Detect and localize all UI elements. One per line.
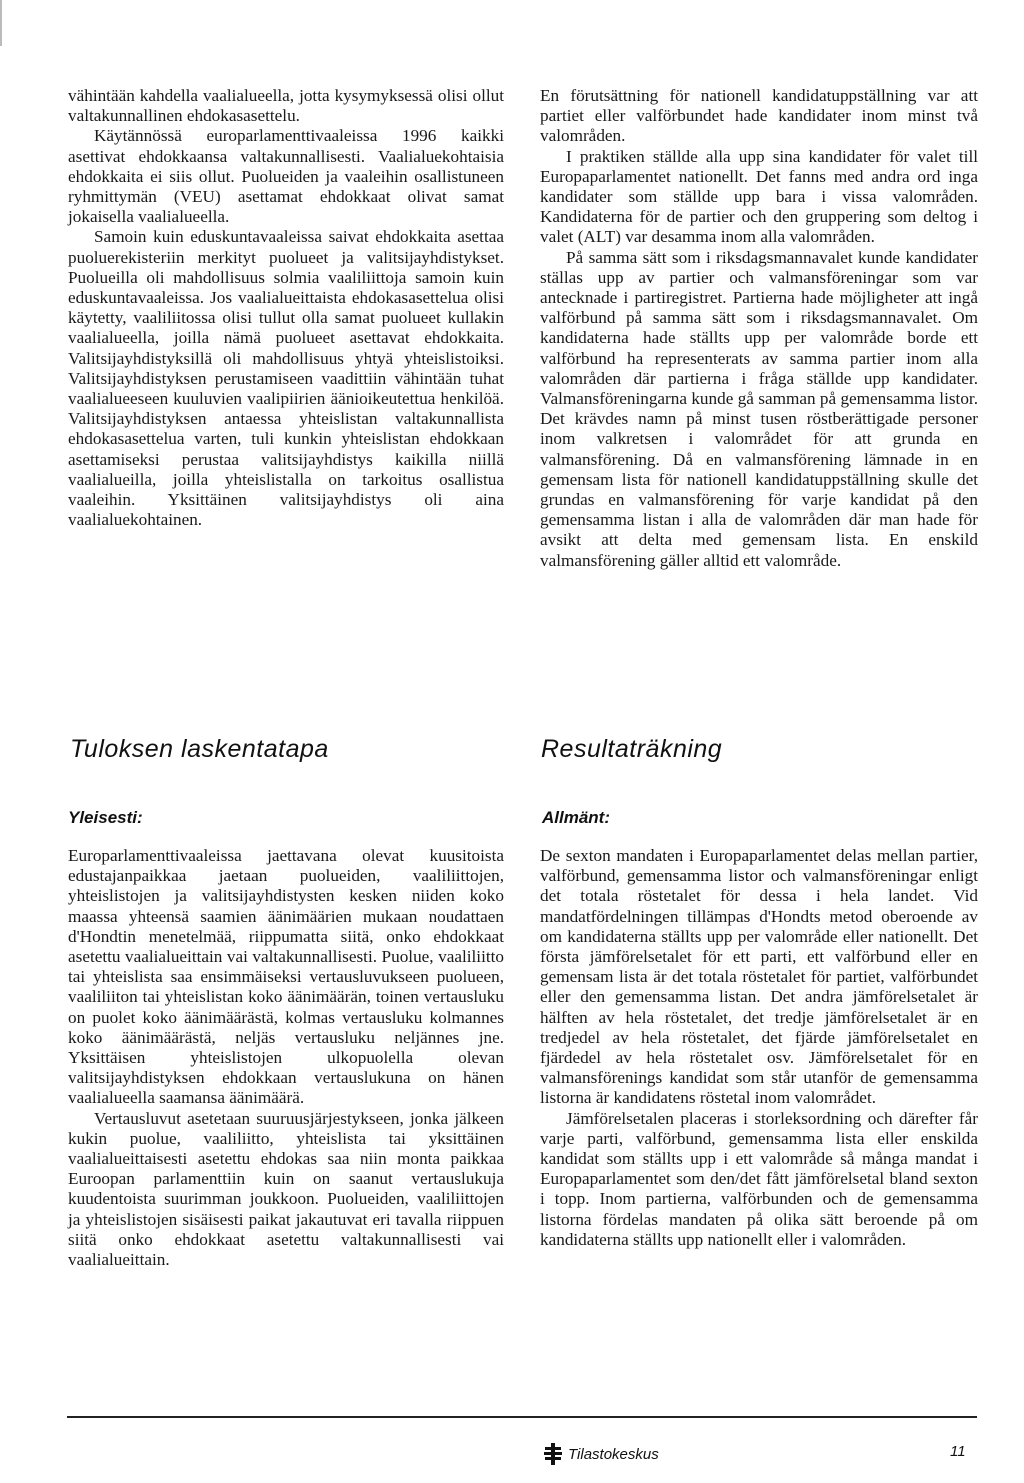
- swedish-intro-paragraph: I praktiken ställde alla upp sina kandidater för valet till Europaparlamentet nationellt. Det fanns med andra ord inga kandidater som ställde upp bara i vissa valområden. Kandidaterna för de partier och den gruppering som deltog i valet (ALT) var desamma inom alla valområden.: [540, 146, 978, 247]
- swedish-intro-column: [540, 86, 978, 571]
- finnish-section-heading: Tuloksen laskentatapa: [70, 735, 329, 763]
- tilastokeskus-logo-icon: [544, 1443, 562, 1465]
- scan-edge-mark: [0, 0, 2, 46]
- finnish-intro-paragraph: Käytännössä europarlamenttivaaleissa 1996 kaikki asettivat ehdokkaansa valtakunnallisesti. Vaalialuekohtaisia ehdokkaita ei siis ollut. Puolueiden ja vaaleihin osallistuneen ryhmittymän (VEU) asettamat ehdokkaat olivat samat jokaisella vaalialueella.: [68, 126, 504, 227]
- finnish-intro-paragraph: Samoin kuin eduskuntavaaleissa saivat ehdokkaita asettaa puoluerekisteriin merkityt puolueet ja valitsijayhdistykset. Puolueilla oli mahdollisuus solmia vaaliliittoja samoin kuin eduskuntavaaleissa. Jos vaalialueittaista ehdokasasettelua olisi käytetty, vaaliliitossa olisi tullut olla samat puolueet kullakin vaalialueella, joilla nämä puolueet asettavat ehdokkaita. Valitsijayhdistyksillä oli mahdollisuus yhtyä yhteislistoiksi. Valitsijayhdistyksen perustamiseen vaadittiin vähintään tuhat vaalialueeseen kuuluvien vaalipiirien äänioikeutettua henkilöä. Valitsijayhdistyksen antaessa yhteislistan valtakunnallista ehdokasasettelua varten, tuli kunkin yhteislistan ehdokkaan asettamiseksi perustaa valitsijayhdistys kaikilla niillä vaalialueilla, joilla yhteislistalla on tarkoitus osallistua vaaleihin. Yksittäinen valitsijayhdistys oli aina vaalialuekohtainen.: [68, 227, 504, 530]
- finnish-intro-column: [68, 86, 504, 530]
- finnish-subheading: Yleisesti:: [68, 808, 143, 827]
- swedish-section-heading: Resultaträkning: [541, 735, 723, 763]
- swedish-body-paragraph: De sexton mandaten i Europaparlamentet delas mellan partier, valförbund, gemensamma listor och valmansföreningar enligt det totala röstetalet för dessa i hela landet. Vid mandatfördelningen tillämpas d'Hondts metod oberoende av om kandidaterna ställts upp per valområde eller nationellt. Det första jämförelsetalet för ett parti, ett valförbund eller en gemensam lista är det totala röstetalet för partiet, valförbundet eller den gemensamma listan. Det andra jämförelsetalet är hälften av hela röstetalet, det tredje jämförelsetalet är en tredjedel av hela röstetalet, det fjärde jämförelsetalet en fjärdedel av hela röstetalet osv. Jämförelsetalet för en valmansförenings kandidat som står utanför de gemensamma listorna är kandidatens röstetal inom valområdet.: [540, 846, 978, 1108]
- page-number: 11: [950, 1443, 966, 1460]
- footer-logo: [544, 1443, 659, 1465]
- swedish-intro-paragraph: En förutsättning för nationell kandidatuppställning var att partiet eller valförbundet hade kandidater inom minst två valområden.: [540, 86, 978, 146]
- swedish-intro-paragraph: På samma sätt som i riksdagsmannavalet kunde kandidater ställas upp av partier och valmansföreningar som var antecknade i partiregistret. Partierna hade möjligheter att ingå valförbund på samma sätt som i riksdagsmannavalet. Om kandidaterna hade ställts upp per valområde borde ett valförbund ha representerats av samma partier inom alla valområden där partierna i fråga ställde upp kandidater. Valmansföreningarna kunde gå samman på gemensamma listor. Det krävdes namn på minst tusen röstberättigade personer inom valkretsen i valområdet för att grunda en valmansförening. Då en valmansförening lämnade in en gemensam lista för nationell kandidatuppställning skulle det grundas en valmansförening för varje kandidat på den gemensamma listan i alla de valområden där man hade för avsikt att delta med gemensam lista. En enskild valmansförening gäller alltid ett valområde.: [540, 247, 978, 570]
- finnish-body-paragraph: Europarlamenttivaaleissa jaettavana olevat kuusitoista edustajanpaikkaa jaetaan puolueiden, vaaliliittojen, yhteislistojen ja valitsijayhdistysten kesken niiden koko maassa yhteensä saamien äänimäärien mukaan noudattaen d'Hondtin menetelmää, riippumatta siitä, onko ehdokkaat asetettu vaalialueittain vai valtakunnallisesti. Puolue, vaaliliitto tai yhteislista saa ensimmäiseksi vertausluvukseen puolueen, vaaliliiton tai yhteislistan koko äänimäärän, toinen vertausluku on puolet koko äänimäärästä, kolmas vertausluku kolmannes koko äänimäärästä, neljäs vertausluku neljännes jne. Yksittäisen yhteislistojen ulkopuolella olevan valitsijayhdistyksen ehdokkaan vertauslukuna on hänen vaalialueella saamansa äänimäärä.: [68, 846, 504, 1108]
- finnish-body-column: [68, 846, 504, 1270]
- publisher-name: Tilastokeskus: [568, 1445, 659, 1463]
- finnish-body-paragraph: Vertausluvut asetetaan suuruusjärjestykseen, jonka jälkeen kukin puolue, vaaliliitto, yhteislista tai yksittäinen vaalialueittaisesti asetettu ehdokas saa niin monta paikkaa Euroopan parlamenttiin kuin on saanut vertauslukuja kuudentoista suurimman joukkoon. Puolueiden, vaaliliittojen ja yhteislistojen sisäisesti paikat jakautuvat eri tavalla riippuen siitä onko ehdokkaat asetettu valtakunnallisesti vai vaalialueittain.: [68, 1108, 504, 1270]
- footer-divider: [67, 1416, 977, 1418]
- swedish-subheading: Allmänt:: [542, 808, 610, 827]
- swedish-body-column: [540, 846, 978, 1250]
- swedish-body-paragraph: Jämförelsetalen placeras i storleksordning och därefter får varje parti, valförbund, gemensamma lista eller enskilda kandidat som ställts upp i ett valområde så många mandat i Europaparlamentet som den/det fått jämförelsetal bland sexton i topp. Inom partierna, valförbunden och de gemensamma listorna fördelas mandaten på olika sätt beroende på om kandidaterna ställts upp nationellt eller i valområden.: [540, 1108, 978, 1249]
- finnish-intro-paragraph: vähintään kahdella vaalialueella, jotta kysymyksessä olisi ollut valtakunnallinen ehdokasasettelu.: [68, 86, 504, 126]
